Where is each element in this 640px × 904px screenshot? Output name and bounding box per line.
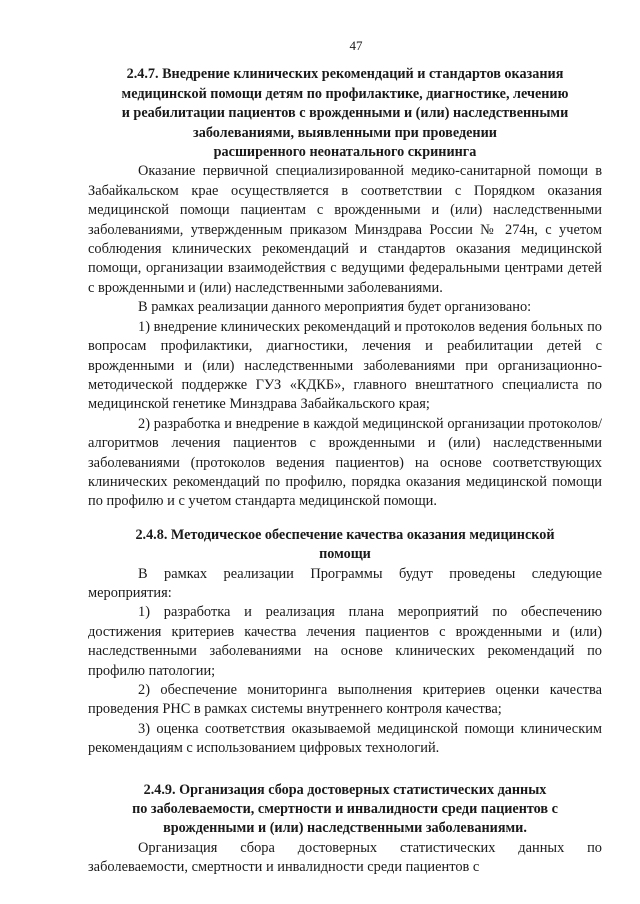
heading-line: расширенного неонатального скрининга (213, 144, 477, 161)
paragraph: В рамках реализации Программы будут проведены следующие мероприятия: (88, 565, 602, 601)
heading-line: и реабилитации пациентов с врожденными и (или) наследственными (121, 105, 569, 122)
section-2-4-7 (88, 65, 602, 511)
heading-line: врожденными и (или) наследственными заболеваниями. (163, 820, 527, 837)
paragraph: 1) внедрение клинических рекомендаций и протоколов ведения больных по вопросам профилактики, диагностики, лечения и реабилитации детей с врожденными и (или) наследственными заболеваниями при организационно-методической поддержке ГУЗ «КДКБ», главного внештатного специалиста по медицинской генетике Минздрава Забайкальского края; (88, 318, 602, 413)
heading-line: по заболеваемости, смертности и инвалидности среди пациентов с (132, 801, 558, 818)
paragraph: 3) оценка соответствия оказываемой медицинской помощи клиническим рекомендациям с использованием цифровых технологий. (88, 720, 602, 757)
heading-line: помощи (319, 546, 371, 563)
heading-line: 2.4.8. Методическое обеспечение качества оказания медицинской (135, 526, 555, 543)
section-2-4-9 (88, 781, 602, 878)
section-heading (88, 781, 602, 839)
paragraph: 2) разработка и внедрение в каждой медицинской организации протоколов/алгоритмов лечения пациентов с врожденными и (или) наследственными заболеваниями (протоколов ведения пациентов) на основе соответствующих клинических рекомендаций по профилю, порядка оказания медицинской помощи по профилю и с учетом стандарта медицинской помощи. (88, 415, 602, 510)
section-heading (88, 65, 602, 162)
page-number: 47 (349, 38, 363, 53)
paragraph: 2) обеспечение мониторинга выполнения критериев оценки качества проведения РНС в рамках системы внутреннего контроля качества; (88, 682, 602, 718)
paragraph: Организация сбора достоверных статистических данных по заболеваемости, смертности и инвалидности среди пациентов с (88, 839, 602, 876)
heading-line: 2.4.9. Организация сбора достоверных статистических данных (143, 781, 547, 798)
paragraph: В рамках реализации данного мероприятия будет организовано: (138, 299, 532, 316)
section-heading (88, 526, 602, 565)
paragraph: 1) разработка и реализация плана мероприятий по обеспечению достижения критериев качества лечения пациентов с врожденными и (или) наследственными заболеваниями на основе клинических рекомендаций по профилю патологии; (88, 604, 602, 679)
section-2-4-8 (88, 526, 602, 759)
heading-line: 2.4.7. Внедрение клинических рекомендаций и стандартов оказания (126, 66, 564, 83)
heading-line: медицинской помощи детям по профилактике, диагностике, лечению (121, 85, 569, 102)
heading-line: заболеваниями, выявленными при проведении (193, 124, 497, 141)
paragraph: Оказание первичной специализированной медико-санитарной помощи в Забайкальском крае осуществляется в соответствии с Порядком оказания медицинской помощи пациентам с врожденными и (или) наследственными заболеваниями, утвержденным приказом Минздрава России № 274н, с учетом соблюдения клинических рекомендаций и стандартов оказания медицинской помощи, организации взаимодействия с ведущими федеральными центрами детей с врожденными и (или) наследственными заболеваниями. (88, 163, 602, 296)
